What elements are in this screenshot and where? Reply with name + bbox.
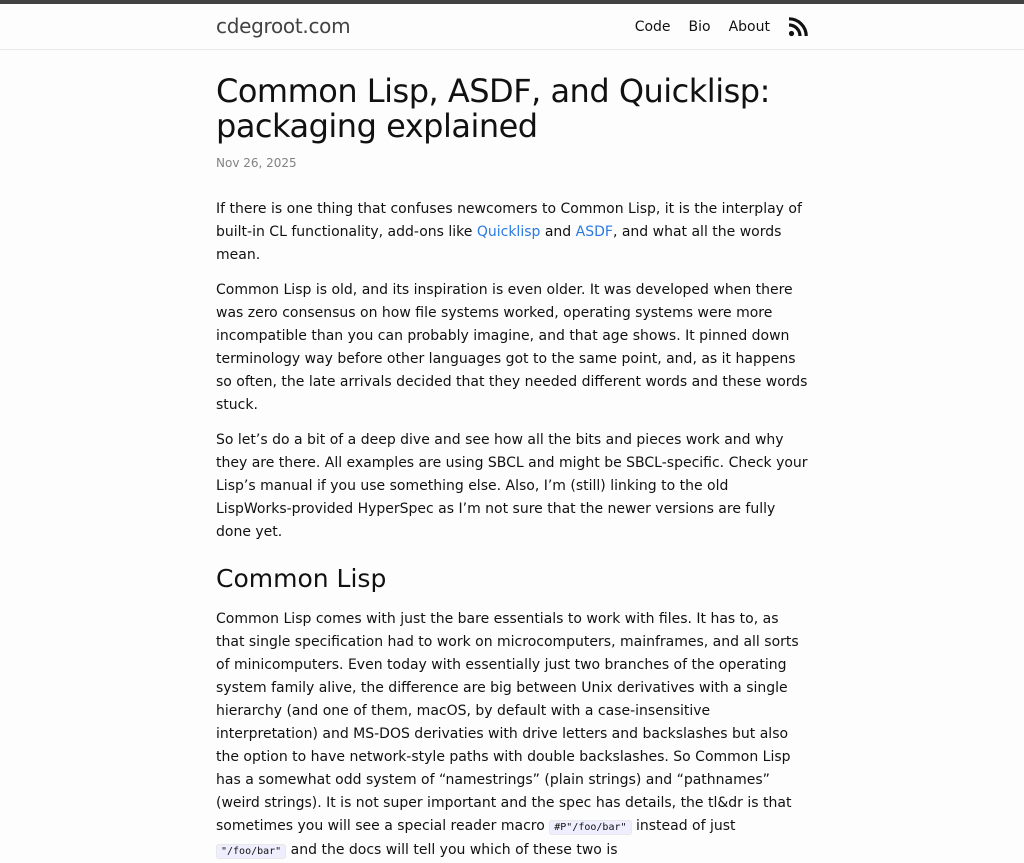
nav-link-code[interactable]: Code (634, 19, 671, 35)
site-header (0, 4, 1024, 50)
section-heading-common-lisp: Common Lisp (216, 564, 387, 593)
post-date: Nov 26, 2025 (216, 156, 297, 170)
text: Common Lisp comes with just the bare essentials to work with files. It has to, as that single specification had to work on microcomputers, mainframes, and all sorts of minicomputers. Even today with essentially just two branches of the operating system family alive, the difference are big between Unix derivatives with a single hierarchy (and one of them, macOS, by default with a case-insensitive interpretation) and MS-DOS derivaties with drive letters and backslashes but also the option to have network-style paths with double backslashes. So Common Lisp has a somewhat odd system of “namestrings” (plain strings) and “pathnames” (weird strings). It is not super important and the spec has details, the tl&dr is that sometimes you will see a special reader macro (216, 611, 799, 834)
post-content (216, 198, 808, 863)
quicklisp-link[interactable]: Quicklisp (476, 224, 541, 240)
site-nav (617, 17, 808, 37)
nav-link-about[interactable]: About (728, 19, 770, 35)
paragraph-deep-dive: So let’s do a bit of a deep dive and see how all the bits and pieces work and why they are there. All examples are using SBCL and might be SBCL-specific. Check your Lisp’s manual if you use something else. Also, I’m (still) linking to the old LispWorks-provided HyperSpec as I’m not sure that the newer versions are fully done yet. (216, 432, 808, 540)
site-title-link[interactable]: cdegroot.com (216, 14, 351, 38)
rss-icon[interactable] (788, 17, 808, 37)
code-pathname: #P"/foo/bar" (549, 820, 631, 835)
nav-link-bio[interactable]: Bio (688, 19, 711, 35)
text: , and what all the words mean. (216, 224, 782, 263)
asdf-link[interactable]: ASDF (575, 224, 613, 240)
paragraph-files (216, 608, 808, 863)
post-title: Common Lisp, ASDF, and Quicklisp: packaging explained (216, 72, 770, 145)
text: If there is one thing that confuses newcomers to Common Lisp, it is the interplay of built-in CL functionality, add-ons like (216, 201, 802, 240)
code-namestring: "/foo/bar" (216, 844, 286, 859)
text: instead of just (631, 818, 736, 834)
text: and the docs will tell you which of these two is (286, 842, 618, 858)
post (216, 74, 808, 863)
paragraph-history: Common Lisp is old, and its inspiration is even older. It was developed when there was zero consensus on how file systems worked, operating systems were more incompatible than you can probably imagine, and that age shows. It pinned down terminology way before other languages got to the same point, and, as it happens so often, the late arrivals decided that they needed different words and these words stuck. (216, 282, 808, 413)
text: and (540, 224, 576, 240)
paragraph-intro (216, 198, 808, 267)
